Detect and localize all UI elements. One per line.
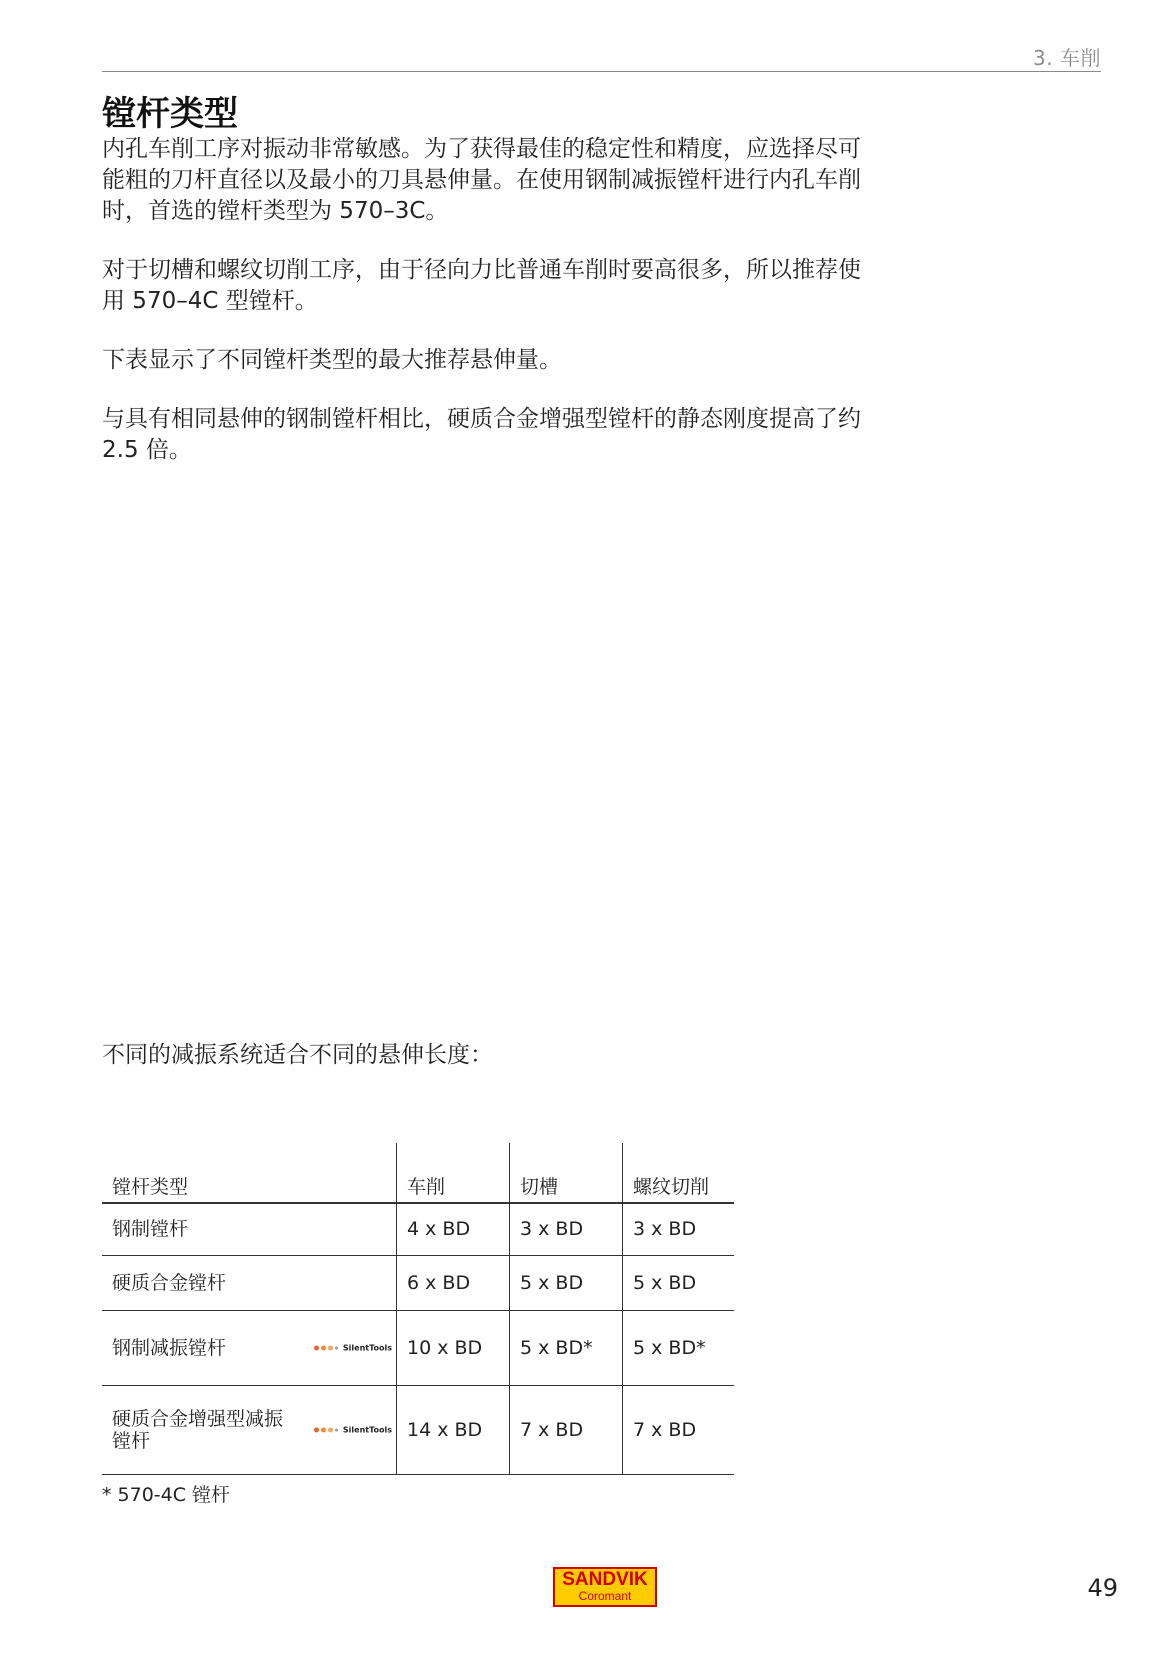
table-intro: 不同的减振系统适合不同的悬伸长度： xyxy=(102,1042,493,1068)
silent-tools-dot-icon xyxy=(314,1345,319,1350)
silent-tools-dot-icon xyxy=(328,1345,333,1350)
bar-type-cell xyxy=(102,1310,397,1385)
page-number: 49 xyxy=(1087,1574,1118,1602)
threading-cell: 5 x BD* xyxy=(623,1310,735,1385)
threading-cell: 7 x BD xyxy=(623,1385,735,1474)
silent-tools-logo xyxy=(314,1425,392,1434)
silent-tools-dot-icon xyxy=(321,1427,326,1432)
grooving-cell: 5 x BD xyxy=(510,1255,623,1310)
threading-cell: 3 x BD xyxy=(623,1203,735,1255)
bar-type-label: 硬质合金增强型减振镗杆 xyxy=(112,1407,284,1452)
silent-tools-dot-icon xyxy=(335,1428,338,1431)
silent-tools-dot-icon xyxy=(335,1346,338,1349)
grooving-cell: 5 x BD* xyxy=(510,1310,623,1385)
header-grooving: 切槽 xyxy=(510,1143,623,1203)
silent-tools-dot-icon xyxy=(314,1427,319,1432)
paragraph: 对于切槽和螺纹切削工序，由于径向力比普通车削时要高很多，所以推荐使用 570–4C 型镗杆。 xyxy=(102,257,861,314)
grooving-cell: 7 x BD xyxy=(510,1385,623,1474)
table-row xyxy=(102,1310,734,1385)
page-title: 镗杆类型 xyxy=(102,94,238,134)
turning-cell: 14 x BD xyxy=(397,1385,510,1474)
bar-type-label: 硬质合金镗杆 xyxy=(112,1271,227,1294)
silent-tools-dot-icon xyxy=(328,1427,333,1432)
header-divider xyxy=(102,71,1101,72)
header-bar-type: 镗杆类型 xyxy=(112,1176,189,1198)
table-header-row xyxy=(102,1143,734,1203)
table-row xyxy=(102,1203,734,1255)
silent-tools-label: SilentTools xyxy=(342,1343,392,1352)
logo-brand: SANDVIK xyxy=(562,1569,648,1590)
bar-type-label: 钢制镗杆 xyxy=(112,1218,189,1241)
turning-cell: 4 x BD xyxy=(397,1203,510,1255)
logo-sub: Coromant xyxy=(578,1589,632,1603)
paragraph: 与具有相同悬伸的钢制镗杆相比，硬质合金增强型镗杆的静态刚度提高了约 2.5 倍。 xyxy=(102,406,861,463)
turning-cell: 6 x BD xyxy=(397,1255,510,1310)
paragraph: 下表显示了不同镗杆类型的最大推荐悬伸量。 xyxy=(102,347,562,373)
threading-cell: 5 x BD xyxy=(623,1255,735,1310)
section-label: 3. 车削 xyxy=(1033,46,1101,70)
footnote: * 570-4C 镗杆 xyxy=(102,1484,231,1506)
sandvik-coromant-logo xyxy=(553,1567,657,1607)
bar-type-cell xyxy=(102,1385,397,1474)
turning-cell: 10 x BD xyxy=(397,1310,510,1385)
bar-type-label: 钢制减振镗杆 xyxy=(112,1336,227,1359)
paragraph: 内孔车削工序对振动非常敏感。为了获得最佳的稳定性和精度，应选择尽可能粗的刀杆直径以及最小的刀具悬伸量。在使用钢制减振镗杆进行内孔车削时，首选的镗杆类型为 570–3C。 xyxy=(102,136,861,224)
overhang-table xyxy=(102,1143,734,1475)
header-turning: 车削 xyxy=(397,1143,510,1203)
silent-tools-logo xyxy=(314,1343,392,1352)
silent-tools-dot-icon xyxy=(321,1345,326,1350)
body-text xyxy=(102,134,862,494)
silent-tools-label: SilentTools xyxy=(342,1425,392,1434)
header-threading: 螺纹切削 xyxy=(623,1143,735,1203)
table-row xyxy=(102,1255,734,1310)
grooving-cell: 3 x BD xyxy=(510,1203,623,1255)
bar-type-cell xyxy=(102,1203,397,1255)
table-row xyxy=(102,1385,734,1474)
bar-type-cell xyxy=(102,1255,397,1310)
